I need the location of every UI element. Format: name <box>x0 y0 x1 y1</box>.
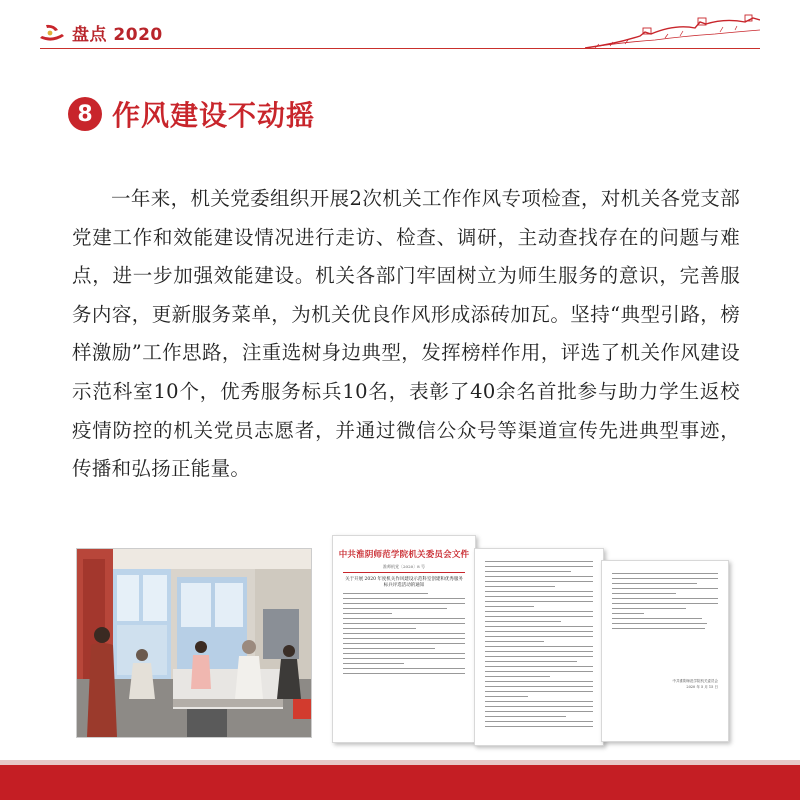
great-wall-icon <box>585 14 760 50</box>
document-page-3 <box>601 560 729 742</box>
header-divider <box>40 48 760 49</box>
document-date: 2020 年 5 月 15 日 <box>686 685 718 689</box>
office-photo <box>76 548 312 738</box>
section-title: 作风建设不动摇 <box>112 99 316 132</box>
document-number: 淮师机党〔2020〕8 号 <box>383 564 425 569</box>
document-title: 关于开展 2020 年度机关作风建设示范科室创建和优秀服务标兵评选活动的通知 <box>345 577 463 588</box>
document-red-line <box>343 572 465 573</box>
document-header: 中共淮阴师范学院机关委员会文件 <box>338 550 470 560</box>
document-page-2 <box>474 548 604 746</box>
section-heading <box>68 94 315 134</box>
document-body-lines <box>343 593 465 674</box>
document-page-1 <box>332 535 476 743</box>
document-signature: 中共淮阴师范学院机关委员会 <box>672 679 718 683</box>
header-title: 盘点 2020 <box>72 25 163 45</box>
document-body-lines <box>485 561 593 727</box>
document-body-lines <box>612 573 718 629</box>
section-number-badge: 8 <box>68 97 102 131</box>
office-photo-illustration <box>77 549 311 737</box>
footer-band <box>0 765 800 800</box>
page-header <box>0 0 800 52</box>
body-paragraph: 一年来，机关党委组织开展2次机关工作作风专项检查，对机关各党支部党建工作和效能建设情况进行走访、检查、调研，主动查找存在的问题与难点，进一步加强效能建设。机关各部门牢固树立为师生服务的意识，完善服务内容，更新服务菜单，为机关优良作风形成添砖加瓦。坚持“典型引路，榜样激励”工作思路，注重选树身边典型，发挥榜样作用，评选了机关作风建设示范科室10个，优秀服务标兵10名，表彰了40余名首批参与助力学生返校疫情防控的机关党员志愿者，并通过微信公众号等渠道宣传先进典型事迹，传播和弘扬正能量。 <box>72 187 740 481</box>
party-emblem-icon <box>38 22 66 42</box>
